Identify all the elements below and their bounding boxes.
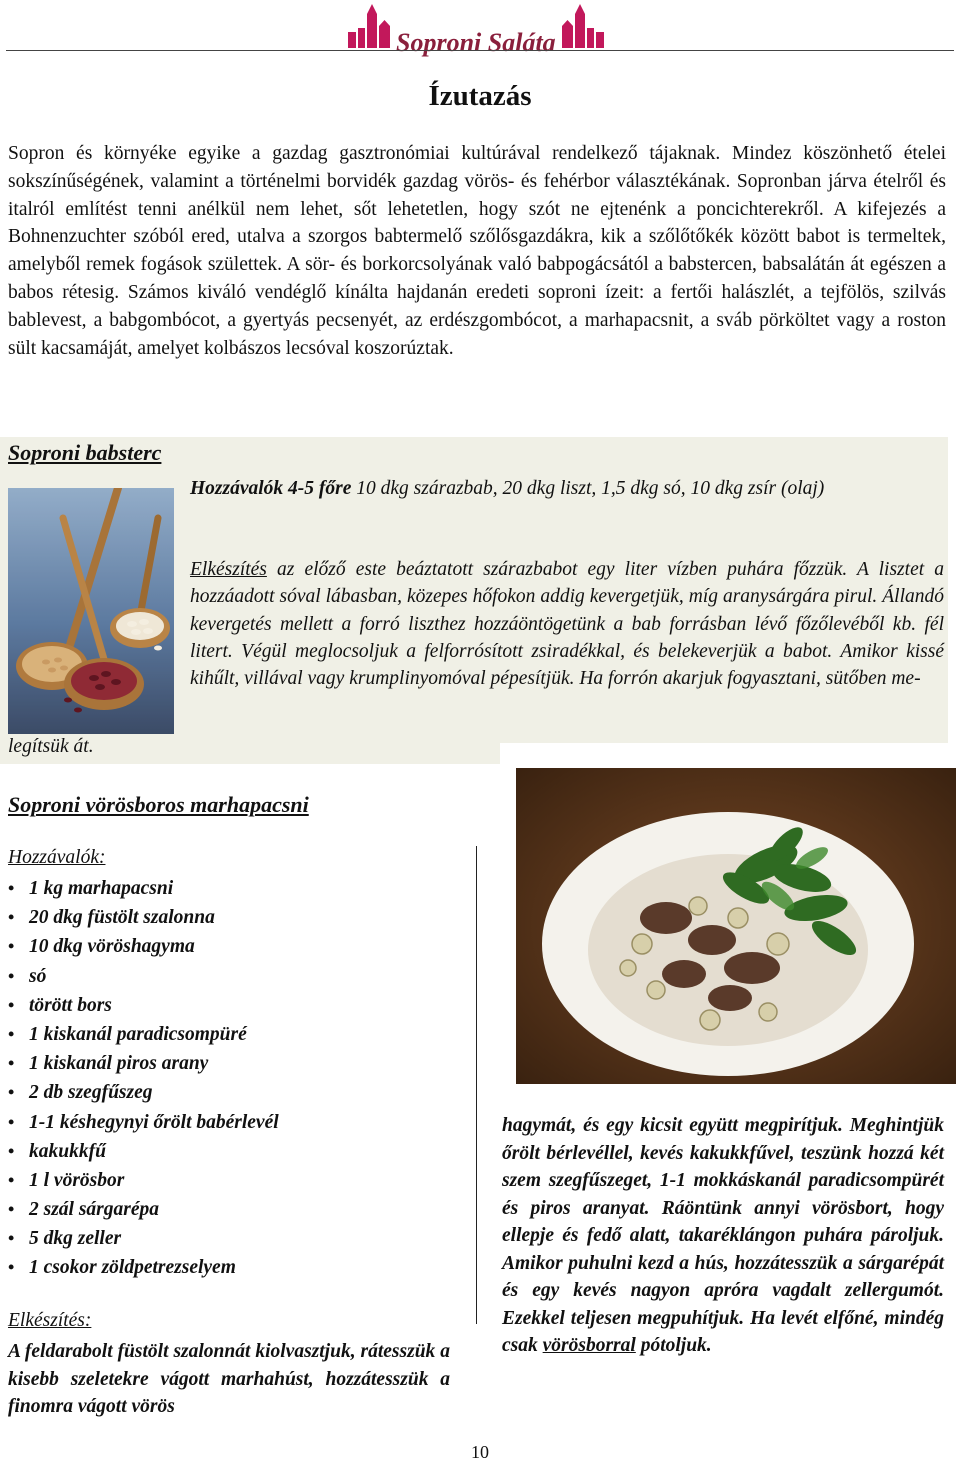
recipe1-method-text: az előző este beáztatott szárazbabot egy liter vízben puhára főzzük. A lisztet a hozzáadott sóval lábasban, közepes hőfokon addig kevergetjük, míg aranysárgára pirul. Állandó kevergetés mellett a forró liszthez hozzáöntögetünk a bab forrásban lévő főzőlevéből kb. fél litert. Végül meglocsoljuk a felforrósított zsiradékkal, és belekeverjük a babot. Amikor kissé kihűlt, villával vagy krumplinyomóval pépesítjük. Ha forrón akarjuk fogyasztani, sütőben me- — [190, 559, 944, 690]
column-divider — [476, 846, 477, 1324]
brand-title: Soproni Saláta — [396, 28, 556, 57]
marhapacsni-photo — [516, 768, 956, 1084]
recipe2-method-left: A feldarabolt füstölt szalonnát kiolvasztjuk, rátesszük a kisebb szeletekre vágott marhahúst, hozzátesszük a finomra vágott vörös — [8, 1341, 450, 1417]
list-item: • törött bors — [8, 991, 279, 1020]
recipe1-ingredients-label: Hozzávalók 4-5 főre — [190, 478, 352, 499]
list-item: • 1 l vörösbor — [8, 1166, 279, 1195]
page-number: 10 — [471, 1442, 489, 1462]
left-skyline-icon — [346, 4, 392, 50]
recipe1-ingredients — [190, 475, 944, 502]
page-header — [0, 0, 960, 60]
ingredient-list — [8, 874, 279, 1283]
list-item: • 1 kiskanál piros arany — [8, 1049, 279, 1078]
recipe1-ingredients-text: 10 dkg szárazbab, 20 dkg liszt, 1,5 dkg só, 10 dkg zsír (olaj) — [351, 478, 825, 499]
recipe1-title: Soproni babsterc — [8, 440, 162, 465]
page-title: Ízutazás — [428, 80, 532, 112]
list-item: • 5 dkg zeller — [8, 1224, 279, 1253]
recipe2-method-right-text: hagymát, és egy kicsit együtt megpirítjuk. Meghintjük őrölt bérlevéllel, kevés kakukkfűvel, teszünk hozzá két szem szegfűszeget, 1-1 mokkáskanál paradicsompürét és piros aranyat. Ráöntünk annyi vörösbort, hogy ellepje és fedő alatt, takaréklángon puhára pároljuk. Amikor puhulni kezd a hús, hozzátesszük a sárgarépát és egy kevés nagyon apróra vagdalt zellergumót. Ezekkel teljesen megpuhítjuk. Ha levét elfőné, mindég csak — [502, 1115, 944, 1356]
list-item: • 20 dkg füstölt szalonna — [8, 903, 279, 932]
recipe1-method-label: Elkészítés — [190, 559, 267, 580]
recipe2-ingredients-label: Hozzávalók: — [8, 847, 106, 868]
recipe1-method — [190, 556, 944, 692]
list-item: • só — [8, 962, 279, 991]
vorosbor-link: vörösborral — [542, 1335, 636, 1356]
recipe2-method-label: Elkészítés: — [8, 1310, 92, 1331]
recipe1-method-continued: legítsük át. — [8, 736, 94, 757]
header-rule — [6, 50, 954, 51]
list-item: • 2 db szegfűszeg — [8, 1078, 279, 1107]
brand-logo — [346, 4, 608, 57]
list-item: • 2 szál sárgarépa — [8, 1195, 279, 1224]
recipe2-title: Soproni vörösboros marhapacsni — [8, 792, 309, 817]
list-item: • 1 csokor zöldpetrezselyem — [8, 1253, 279, 1282]
list-item: • kakukkfű — [8, 1137, 279, 1166]
list-item: • 10 dkg vöröshagyma — [8, 932, 279, 961]
beans-photo — [8, 488, 174, 734]
list-item: • 1 kiskanál paradicsompüré — [8, 1020, 279, 1049]
list-item: • 1 kg marhapacsni — [8, 874, 279, 903]
list-item: • 1-1 késhegynyi őrölt babérlevél — [8, 1108, 279, 1137]
right-skyline-icon — [560, 4, 606, 50]
recipe2-method-right — [502, 1112, 944, 1360]
intro-paragraph: Sopron és környéke egyike a gazdag gasztronómiai kultúrával rendelkező tájaknak. Mindez köszönhető ételei sokszínűségének, valamint a történelmi borvidék gazdag vörös- és fehérbor választékának. Sopronban járva ételről és italról említést tenni anélkül nem lehet, sőt lehetetlen, hogy szót ne ejtenénk a poncichterekről. A kifejezés a Bohnenzuchter szóból ered, utalva a szorgos babtermelő szőlősgazdákra, kik a szőlőtőkék között babot is termeltek, amelyből remek fogások születtek. A sör- és borkorcsolyának való babpogácsától a babstercen, babsalátán át egészen a babos rétesig. Számos kiváló vendéglő kínálta hajdanán eredeti soproni ízeit: a fertői halászlét, a tejfölös, szilvás bablevest, a babgombócot, a gyertyás pecsenyét, az erdészgombócot, a marhapacsnit, a sváb pörköltet vagy a roston sült kacsamáját, amelyet kolbászos lecsóval koszorúztak. — [8, 143, 946, 359]
recipe2-method-right-end: pótoljuk. — [635, 1335, 712, 1356]
